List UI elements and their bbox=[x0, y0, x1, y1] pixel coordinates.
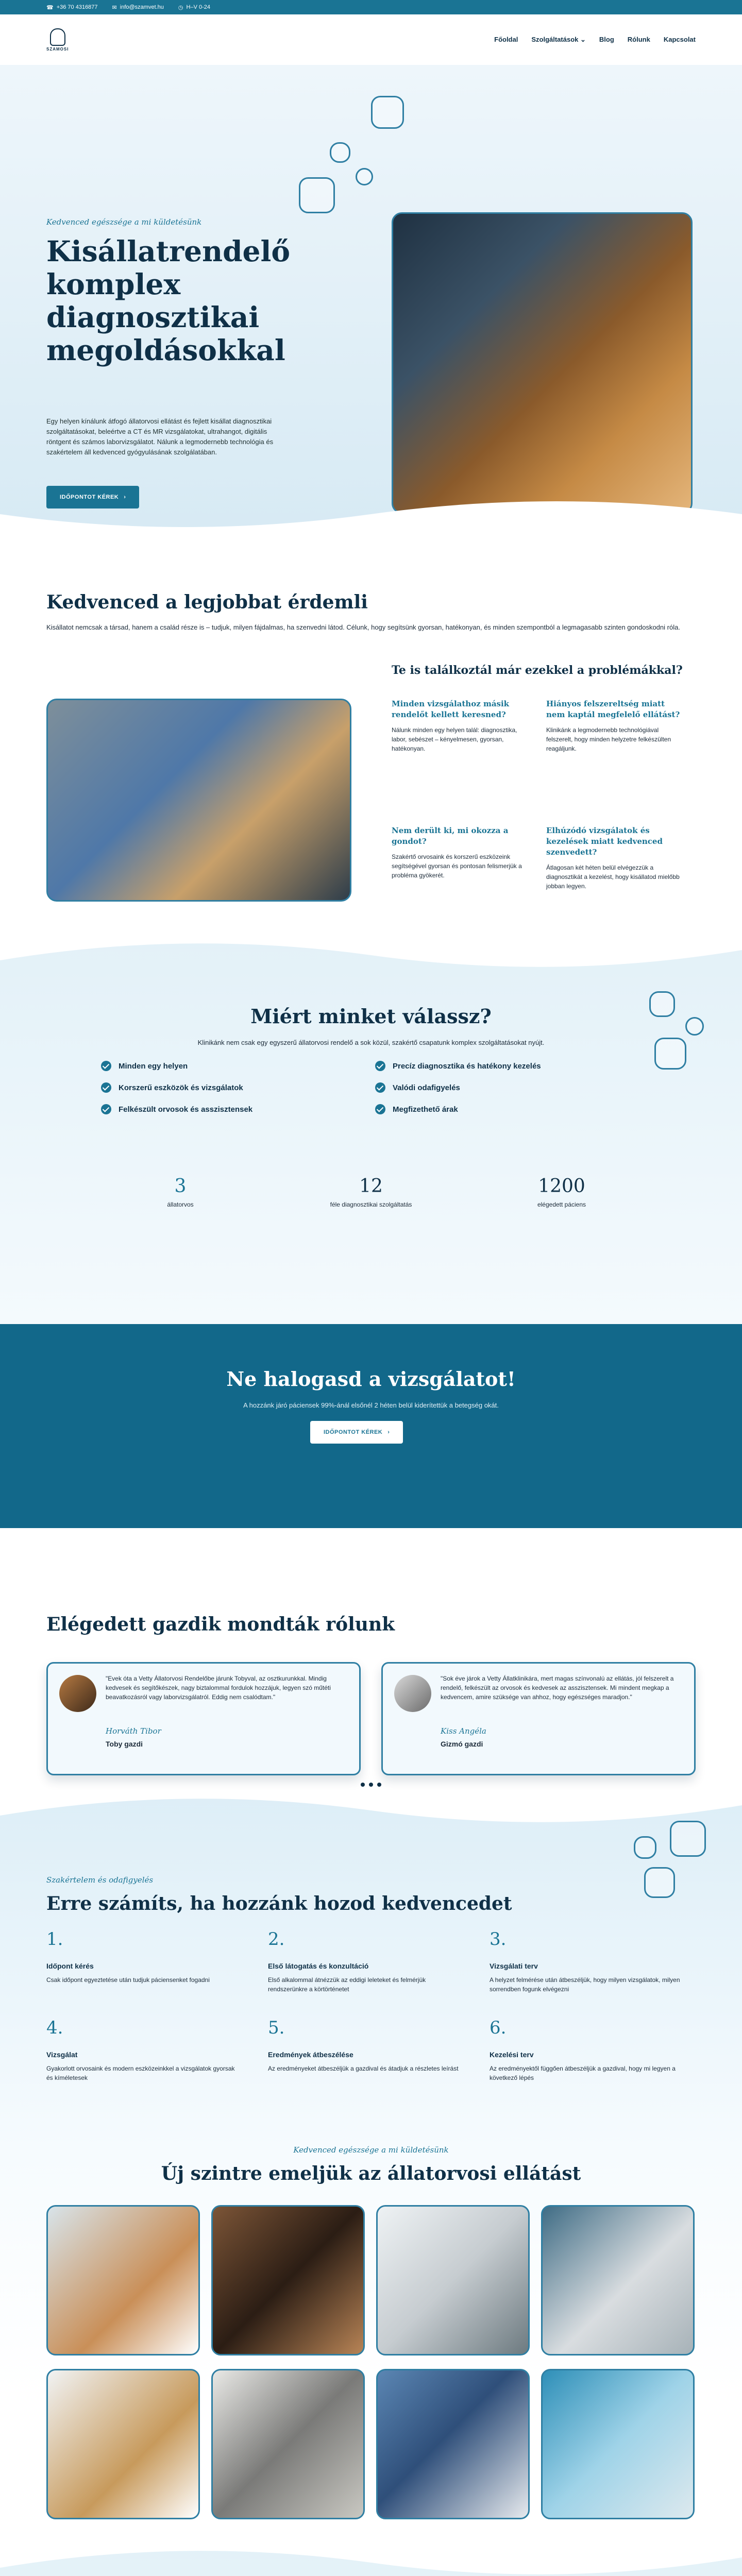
problems-section bbox=[0, 535, 742, 940]
gallery-title: Új szintre emeljük az állatorvosi ellátást bbox=[161, 2163, 581, 2184]
decor-square bbox=[356, 168, 373, 185]
gallery-photo[interactable] bbox=[376, 2205, 530, 2355]
nav-contact[interactable]: Kapcsolat bbox=[663, 36, 696, 43]
gallery-photo[interactable] bbox=[46, 2369, 200, 2519]
step-item bbox=[490, 1929, 685, 1994]
problem-item: Hiányos felszereltség miatt nem kaptál megfelelő ellátást? Klinikánk a legmodernebb technológiával felszerelt, hogy minden helyzetre felkészülten reagáljunk. bbox=[546, 699, 680, 752]
step-desc: Első alkalommal átnézzük az eddigi leleteket és felmérjük rendszerünkre a körtörténetet bbox=[268, 1976, 426, 1993]
step-title: Eredmények átbeszélése bbox=[268, 2050, 353, 2059]
wave-divider bbox=[0, 1790, 742, 1831]
wave-divider bbox=[0, 2547, 742, 2576]
step-item bbox=[46, 2018, 242, 2082]
gallery-photo[interactable] bbox=[376, 2369, 530, 2519]
step-title: Vizsgálat bbox=[46, 2050, 78, 2059]
steps-section bbox=[0, 1790, 742, 2391]
review-card: "Evek óta a Vetty Állatorvosi Rendelőbe járunk Tobyval, az osztkurunkkal. Mindig kedvesek és segítőkészek, nagy biztalommal fordulok hozzájuk, legyen szó műtéti beavatkozásról vagy laborvizsgálatról. Eddig nem csalódtam." Horváth Tibor Toby gazdi bbox=[46, 1662, 361, 1775]
step-number: 2. bbox=[268, 1929, 285, 1950]
gallery-photo[interactable] bbox=[46, 2205, 200, 2355]
hero-tagline: Kedvenced egészsége a mi küldetésünk bbox=[46, 217, 202, 227]
family-dog-photo bbox=[46, 699, 351, 902]
step-item bbox=[268, 2018, 464, 2073]
decor-square bbox=[371, 96, 404, 129]
cta-button[interactable]: IDŐPONTOT KÉREK › bbox=[310, 1421, 403, 1444]
hero-section bbox=[0, 65, 742, 535]
decor-square bbox=[670, 1821, 706, 1857]
opening-hours: ◷ H–V 0-24 bbox=[178, 4, 211, 11]
nav-about[interactable]: Rólunk bbox=[627, 36, 650, 43]
avatar bbox=[59, 1675, 96, 1712]
stats-row bbox=[103, 1176, 639, 1208]
section-title: Erre számíts, ha hozzánk hozod kedvencedet bbox=[46, 1893, 512, 1914]
nav-blog[interactable]: Blog bbox=[599, 36, 614, 43]
site-logo[interactable]: SZAMOSI bbox=[46, 28, 69, 52]
nav-services[interactable]: Szolgáltatások ⌄ bbox=[531, 36, 586, 43]
cta-section bbox=[0, 1324, 742, 1528]
arrow-right-icon: › bbox=[124, 494, 126, 500]
step-item bbox=[490, 2018, 685, 2082]
step-number: 6. bbox=[490, 2018, 507, 2038]
check-icon bbox=[101, 1082, 111, 1093]
spacer bbox=[237, 1228, 238, 1229]
check-icon bbox=[101, 1061, 111, 1071]
gallery-photo[interactable] bbox=[211, 2369, 365, 2519]
avatar bbox=[394, 1675, 431, 1712]
stat-item: 12 féle diagnosztikai szolgáltatás bbox=[330, 1176, 412, 1208]
carousel-dot[interactable] bbox=[369, 1783, 373, 1787]
carousel-dots[interactable] bbox=[361, 1783, 381, 1787]
mail-icon: ✉ bbox=[112, 4, 117, 11]
gallery-photo[interactable] bbox=[541, 2205, 695, 2355]
feature-item: Megfizethető árak bbox=[375, 1104, 664, 1114]
reviews-section bbox=[0, 1528, 742, 1790]
hero-lead: Egy helyen kínálunk átfogó állatorvosi ellátást és fejlett kisállat diagnosztikai szolgáltatásokat, beleértve a CT és MR vizsgálatokat, ultrahangot, digitális röntgent és számos laborvizsgálatot. Nálunk a legmodernebb technológia és szakértelem áll kedvenced gyógyulásának szolgálatában. bbox=[46, 417, 274, 456]
nav-home[interactable]: Főoldal bbox=[494, 36, 518, 43]
step-title: Kezelési terv bbox=[490, 2050, 534, 2059]
step-desc: Gyakorlott orvosaink és modern eszközeinkkel a vizsgálatok gyorsak és kíméletesek bbox=[46, 2065, 235, 2081]
chevron-down-icon: ⌄ bbox=[580, 36, 586, 43]
stat-item: 3 állatorvos bbox=[167, 1176, 194, 1208]
top-bar bbox=[0, 0, 742, 14]
step-title: Vizsgálati terv bbox=[490, 1962, 538, 1970]
phone-link[interactable]: ☎ +36 70 4316877 bbox=[46, 4, 98, 11]
stat-item: 1200 elégedett páciens bbox=[537, 1176, 586, 1208]
step-number: 3. bbox=[490, 1929, 507, 1950]
clock-icon: ◷ bbox=[178, 4, 183, 11]
decor-square bbox=[644, 1867, 675, 1898]
feature-item: Valódi odafigyelés bbox=[375, 1082, 664, 1093]
site-header bbox=[0, 14, 742, 65]
check-icon bbox=[375, 1082, 385, 1093]
decor-square bbox=[634, 1836, 656, 1859]
carousel-dot[interactable] bbox=[361, 1783, 365, 1787]
phone-icon: ☎ bbox=[46, 4, 54, 11]
feature-item: Felkészült orvosok és asszisztensek bbox=[101, 1104, 390, 1114]
step-number: 1. bbox=[46, 1929, 63, 1950]
step-number: 4. bbox=[46, 2018, 63, 2038]
step-desc: Az eredményektől függően átbeszéljük a gazdival, hogy mi legyen a következő lépés bbox=[490, 2065, 676, 2081]
step-desc: A helyzet felmérése után átbeszéljük, hogy milyen vizsgálatok, milyen sorrendben fogunk elvégezni bbox=[490, 1976, 680, 1993]
wave-divider bbox=[0, 494, 742, 535]
hero-dog-photo bbox=[392, 212, 693, 514]
gallery-photo[interactable] bbox=[211, 2205, 365, 2355]
step-item bbox=[46, 1929, 242, 1985]
why-section bbox=[0, 940, 742, 1324]
email-link[interactable]: ✉ info@szamvet.hu bbox=[112, 4, 164, 11]
check-icon bbox=[375, 1061, 385, 1071]
review-card: "Sok éve járok a Vetty Állatklinikára, mert magas színvonalú az ellátás, jól felszerelt a rendelő, felkészült az orvosok és kedvesek az asszisztensek. Mi mindent megkap a kedvencem, amire szüksége van ahhoz, hogy egészséges maradjon." Kiss Angéla Gizmó gazdi bbox=[381, 1662, 696, 1775]
wave-divider bbox=[0, 940, 742, 976]
problem-item: Minden vizsgálathoz másik rendelőt kellett keresned? Nálunk minden egy helyen talál: diagnosztika, labor, sebészet – kényelmesen, gyorsan, hatékonyan. bbox=[392, 699, 517, 752]
step-desc: Csak időpont egyeztetése után tudjuk páciensenket fogadni bbox=[46, 1976, 210, 1984]
logo-icon bbox=[50, 28, 65, 46]
cta-text: A hozzánk járó páciensek 99%-ánál elsőnél 2 héten belül kiderítettük a betegség okát. bbox=[243, 1401, 499, 1409]
section-title: Elégedett gazdik mondták rólunk bbox=[46, 1614, 395, 1635]
problem-item: Nem derült ki, mi okozza a gondot? Szakértő orvosaink és korszerű eszközeink segítségével gyorsan és pontosan felismerjük a probléma gyökerét. bbox=[392, 826, 522, 879]
step-item bbox=[268, 1929, 464, 1994]
problem-item: Elhúzódó vizsgálatok és kezelések miatt kedvenced szenvedett? Átlagosan két héten belül elvégezzük a diagnosztikát a kezelést, hogy kisállatod mielőbb jobban legyen. bbox=[546, 826, 680, 890]
gallery-tag: Kedvenced egészsége a mi küldetésünk bbox=[293, 2145, 449, 2155]
step-title: Időpont kérés bbox=[46, 1962, 94, 1970]
arrow-right-icon: › bbox=[387, 1429, 390, 1435]
main-nav bbox=[494, 36, 696, 44]
step-title: Első látogatás és konzultáció bbox=[268, 1962, 369, 1970]
features-right bbox=[375, 1061, 664, 1114]
section-tag: Szakértelem és odafigyelés bbox=[46, 1875, 154, 1885]
step-desc: Az eredményeket átbeszéljük a gazdival és átadjuk a részletes leírást bbox=[268, 2065, 459, 2072]
decor-square bbox=[299, 177, 335, 213]
step-number: 5. bbox=[268, 2018, 285, 2038]
problems-question: Te is találkoztál már ezekkel a problémákkal? bbox=[392, 664, 683, 677]
feature-item: Minden egy helyen bbox=[101, 1061, 390, 1071]
section-text: Kisállatot nemcsak a társad, hanem a család része is – tudjuk, milyen fájdalmas, ha szenvedni látod. Célunk, hogy segítsünk gyorsan, hatékonyan, és minden szempontból a legmagasabb szinten gondoskodni róla. bbox=[46, 623, 680, 631]
check-icon bbox=[101, 1104, 111, 1114]
faq-section bbox=[0, 2547, 742, 2576]
section-title: Kedvenced a legjobbat érdemli bbox=[46, 591, 368, 613]
hero-cta-button[interactable]: IDŐPONTOT KÉREK › bbox=[46, 486, 139, 509]
gallery-photo[interactable] bbox=[541, 2369, 695, 2519]
feature-item: Korszerű eszközök és vizsgálatok bbox=[101, 1082, 390, 1093]
feature-item: Precíz diagnosztika és hatékony kezelés bbox=[375, 1061, 664, 1071]
cta-title: Ne halogasd a vizsgálatot! bbox=[226, 1367, 516, 1391]
hero-title: Kisállatrendelő komplex diagnosztikai megoldásokkal bbox=[46, 234, 291, 367]
decor-square bbox=[330, 142, 350, 163]
check-icon bbox=[375, 1104, 385, 1114]
features-left bbox=[101, 1061, 390, 1114]
section-text: Klinikánk nem csak egy egyszerű állatorvosi rendelő a sok közül, szakértő csapatunk komplex szolgáltatásokat nyújt. bbox=[197, 1039, 545, 1046]
section-title: Miért minket válassz? bbox=[250, 1005, 492, 1028]
carousel-dot[interactable] bbox=[377, 1783, 381, 1787]
